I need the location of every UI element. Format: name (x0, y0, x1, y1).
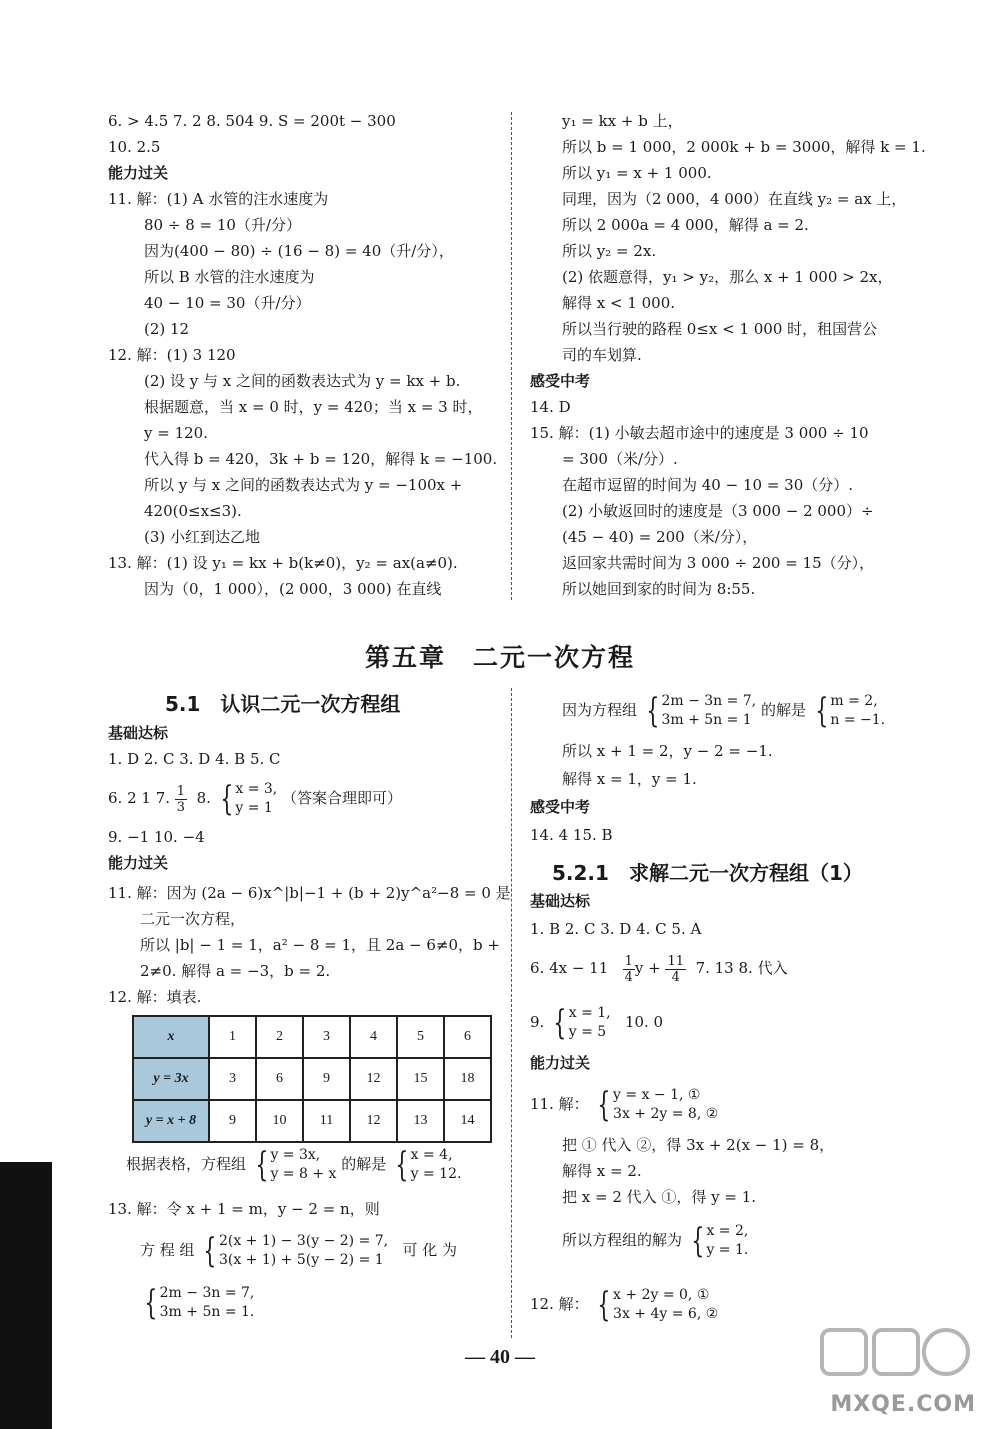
table-cell: 14 (444, 1100, 491, 1142)
brace-symbol: { (691, 1221, 705, 1261)
brace-symbol: { (597, 1085, 611, 1125)
watermark-text: MXQE.COM (830, 1392, 976, 1417)
answer-line: 14. D (530, 398, 571, 416)
answer-text: 8. (196, 789, 211, 807)
answer-line: (2) 12 (144, 320, 190, 338)
equation-system: y = 3x, y = 8 + x (270, 1147, 337, 1182)
section-label: 能力过关 (530, 1054, 591, 1072)
table-row (133, 1058, 491, 1100)
answer-line: 2≠0. 解得 a = −3，b = 2. (140, 962, 331, 980)
answer-line: 1. B 2. C 3. D 4. C 5. A (530, 920, 702, 938)
value-table (132, 1015, 492, 1143)
answer-line: (45 − 40) = 200（米/分）， (562, 528, 758, 546)
equation-system: y = x − 1, ① 3x + 2y = 8, ② (613, 1087, 719, 1122)
answer-line: 13. 解：令 x + 1 = m，y − 2 = n，则 (108, 1200, 380, 1218)
answer-line: 二元一次方程， (140, 910, 246, 928)
answer-line: 80 ÷ 8 = 10（升/分） (144, 216, 301, 234)
table-cell: 12 (350, 1058, 397, 1100)
table-cell: 6 (256, 1058, 303, 1100)
answer-line: 所以 y₁ = x + 1 000. (562, 164, 712, 182)
table-cell: 10 (256, 1100, 303, 1142)
section-label: 基础达标 (530, 892, 591, 910)
table-cell: 1 (209, 1016, 256, 1058)
answer-line: (2) 小敏返回时的速度是（3 000 − 2 000）÷ (562, 502, 874, 520)
equation-system: x = 4, y = 12. (410, 1147, 462, 1182)
answer-line: 所以 B 水管的注水速度为 (144, 268, 315, 286)
answer-line: 所以 2 000a = 4 000，解得 a = 2. (562, 216, 809, 234)
answer-line: 420(0≤x≤3). (144, 502, 242, 520)
answer-line: 13. 解：(1) 设 y₁ = kx + b(k≠0)，y₂ = ax(a≠0). (108, 554, 458, 572)
answer-line: 根据题意，当 x = 0 时，y = 420；当 x = 3 时， (144, 398, 483, 416)
fraction: $\frac{11}{4}$ (667, 953, 685, 985)
answer-line: 40 − 10 = 30（升/分） (144, 294, 311, 312)
section-title-5-2-1: 5.2.1 求解二元一次方程组（1） (552, 861, 863, 885)
equation-system: m = 2, n = −1. (830, 693, 886, 728)
answer-line: y₁ = kx + b 上， (562, 112, 683, 130)
equation-system: 2m − 3n = 7, 3m + 5n = 1 (661, 693, 757, 728)
equation-system: x = 1, y = 5 (568, 1005, 611, 1040)
answer-line: 12. 解：填表. (108, 988, 202, 1006)
brace-symbol: { (553, 1003, 567, 1043)
section-title-5-1: 5.1 认识二元一次方程组 (165, 692, 401, 716)
answer-line-13-result (140, 1278, 254, 1326)
equation-system: 2m − 3n = 7, 3m + 5n = 1. (159, 1285, 255, 1320)
section-label: 感受中考 (530, 372, 591, 390)
table-cell: 15 (397, 1058, 444, 1100)
answer-line: 司的车划算. (562, 346, 642, 364)
answer-line-12-system: 根据表格，方程组 { y = 3x, y = 8 + x 的解是 { x = 4, y = 12. (126, 1145, 462, 1185)
answer-line: 所以 |b| − 1 = 1，a² − 8 = 1，且 2a − 6≠0，b + (140, 936, 500, 954)
section-label: 感受中考 (530, 798, 591, 816)
answer-line: (2) 依题意得，y₁ > y₂，那么 x + 1 000 > 2x， (562, 268, 893, 286)
answer-line-6-8: 6. 4x − 11 $\frac{1}{4}$ y + $\frac{11}{4}$ 7. 13 8. 代入 (530, 953, 788, 985)
answer-line: 15. 解：(1) 小敏去超市途中的速度是 3 000 ÷ 10 (530, 424, 869, 442)
table-cell: 2 (256, 1016, 303, 1058)
answer-line: (3) 小红到达乙地 (144, 528, 261, 546)
answer-line: 解得 x = 1，y = 1. (562, 770, 697, 788)
answer-line: 代入得 b = 420，3k + b = 120，解得 k = −100. (144, 450, 498, 468)
answer-line-9-10: 9. { x = 1, y = 5 10. 0 (530, 1003, 664, 1043)
answer-line: 把 x = 2 代入 ①，得 y = 1. (562, 1188, 757, 1206)
brace-symbol: { (255, 1145, 269, 1185)
column-divider-top (511, 112, 512, 600)
table-cell: 9 (303, 1058, 350, 1100)
brace-symbol: { (144, 1283, 158, 1323)
answer-line: 解得 x < 1 000. (562, 294, 676, 312)
table-cell: 9 (209, 1100, 256, 1142)
answer-line: 所以 y₂ = 2x. (562, 242, 657, 260)
table-header-cell: y = x + 8 (133, 1100, 209, 1142)
section-label: 能力过关 (108, 854, 169, 872)
section-label: 基础达标 (108, 724, 169, 742)
answer-line: 所以 b = 1 000，2 000k + b = 3000，解得 k = 1. (562, 138, 926, 156)
table-header-cell: y = 3x (133, 1058, 209, 1100)
equation-system: 2(x + 1) − 3(y − 2) = 7, 3(x + 1) + 5(y − 2) = 1 (218, 1233, 389, 1268)
table-cell: 4 (350, 1016, 397, 1058)
answer-text: 6. 2 1 7. (108, 789, 171, 807)
answer-line: 10. 2.5 (108, 138, 161, 156)
answer-line-11-result: 所以方程组的解为 { x = 2, y = 1. (562, 1221, 749, 1261)
table-cell: 11 (303, 1100, 350, 1142)
table-cell: 13 (397, 1100, 444, 1142)
table-cell: 3 (303, 1016, 350, 1058)
answer-line-13-system: 方 程 组 { 2(x + 1) − 3(y − 2) = 7, 3(x + 1) + 5(y − 2) = 1 可 化 为 (140, 1231, 457, 1271)
fraction: $\frac{1}{4}$ (624, 953, 633, 985)
scan-black-margin (0, 1162, 52, 1429)
table-cell: 3 (209, 1058, 256, 1100)
answer-line: 11. 解：(1) A 水管的注水速度为 (108, 190, 329, 208)
answer-line: 所以 y 与 x 之间的函数表达式为 y = −100x + (144, 476, 463, 494)
answer-line: 因为（0，1 000），(2 000，3 000) 在直线 (144, 580, 442, 598)
answer-line: (2) 设 y 与 x 之间的函数表达式为 y = kx + b. (144, 372, 461, 390)
brace-symbol: { (395, 1145, 409, 1185)
page-number: — 40 — (465, 1346, 535, 1368)
answer-line: 所以当行驶的路程 0≤x < 1 000 时，租国营公 (562, 320, 878, 338)
answer-line-6-8 (108, 774, 402, 822)
section-label: 能力过关 (108, 164, 169, 182)
answer-line: 11. 解：因为 (2a − 6)x^|b|−1 + (b + 2)y^a²−8 = 0 是 (108, 884, 511, 902)
scan-top-edge (0, 0, 1000, 84)
answer-line: 因为(400 − 80) ÷ (16 − 8) = 40（升/分）， (144, 242, 454, 260)
answer-line: 所以她回到家的时间为 8:55. (562, 580, 756, 598)
answer-text: （答案合理即可） (282, 789, 403, 807)
brace-symbol: { (220, 779, 234, 819)
equation-system: x = 3, y = 1 (235, 781, 278, 816)
brace-symbol: { (203, 1231, 217, 1271)
answer-line: 所以 x + 1 = 2，y − 2 = −1. (562, 742, 773, 760)
brace-symbol: { (597, 1285, 611, 1325)
answer-line: 返回家共需时间为 3 000 ÷ 200 = 15（分）， (562, 554, 875, 572)
fraction: $\frac{1}{3}$ (176, 783, 186, 815)
table-cell: 6 (444, 1016, 491, 1058)
table-cell: 5 (397, 1016, 444, 1058)
answer-line-system: 因为方程组 { 2m − 3n = 7, 3m + 5n = 1 的解是 { m = 2, n = −1. (562, 691, 886, 731)
answer-line: 把 ① 代入 ②，得 3x + 2(x − 1) = 8， (562, 1136, 835, 1154)
brace-symbol: { (815, 691, 829, 731)
answer-line: 在超市逗留的时间为 40 − 10 = 30（分）. (562, 476, 854, 494)
answer-line: 解得 x = 2. (562, 1162, 642, 1180)
answer-line: 6. > 4.5 7. 2 8. 504 9. S = 200t − 300 (108, 112, 396, 130)
column-divider-bottom (511, 688, 512, 1338)
answer-line-12-system: 12. 解： { x + 2y = 0, ① 3x + 4y = 6, ② (530, 1285, 719, 1325)
answer-line: = 300（米/分）. (562, 450, 678, 468)
table-cell: 18 (444, 1058, 491, 1100)
table-cell: 12 (350, 1100, 397, 1142)
answer-line: 同理，因为（2 000，4 000）在直线 y₂ = ax 上， (562, 190, 907, 208)
answer-line: 12. 解：(1) 3 120 (108, 346, 236, 364)
chapter-title: 第五章 二元一次方程 (364, 643, 635, 672)
table-header-cell: x (133, 1016, 209, 1058)
answer-line-11-system: 11. 解： { y = x − 1, ① 3x + 2y = 8, ② (530, 1085, 719, 1125)
equation-system: x = 2, y = 1. (706, 1223, 749, 1258)
answer-line: y = 120. (144, 424, 208, 442)
table-row (133, 1100, 491, 1142)
equation-system: x + 2y = 0, ① 3x + 4y = 6, ② (613, 1287, 719, 1322)
answer-line: 9. −1 10. −4 (108, 828, 205, 846)
answer-line: 1. D 2. C 3. D 4. B 5. C (108, 750, 281, 768)
brace-symbol: { (646, 691, 660, 731)
table-row (133, 1016, 491, 1058)
answer-line: 14. 4 15. B (530, 826, 613, 844)
